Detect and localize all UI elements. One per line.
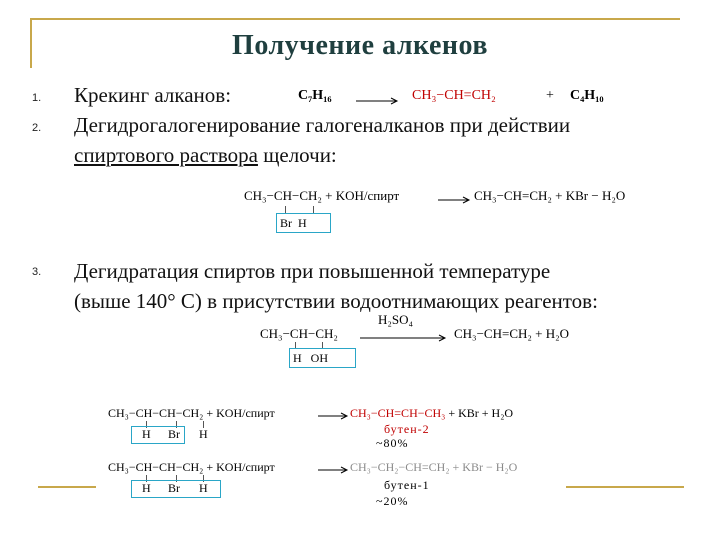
butene-rxn-2-product: CH₃−CH₂−CH=CH₂ + KBr − H₂O [350,460,518,474]
substituent-h-1: H [142,481,151,495]
cracking-product-2: C₄H₁₀ [570,88,604,103]
list-number-2: 2. [32,122,42,134]
substituent-box: Br H [276,213,331,233]
butene-rxn-2-reactant: CH₃−CH−CH−CH₂ + KOH/спирт [108,460,275,474]
frame-bottom-right-bar [566,486,684,488]
substituent-br: Br [168,481,180,495]
dehydrohalogenation-arrow [438,196,472,204]
butene-1-name: бутен-1 [384,478,430,492]
butene-2-formula: CH₃−CH=CH−CH₃ [350,406,446,420]
butene-2-yield: ~80% [376,436,409,450]
item-2-line-2 [74,140,337,170]
dehydration-product: CH₃−CH=CH₂ + H₂O [454,326,570,341]
dehydration-catalyst: H₂SO₄ [378,312,414,327]
item-3-line-2: (выше 140° С) в присутствии водоотнимающих реагентов: [74,289,598,313]
item-1-text: Крекинг алканов: [74,83,232,107]
substituent-box: H OH [289,348,356,368]
item-3-line-1: Дегидратация спиртов при повышенной температуре [74,259,551,283]
butene-rxn-1-product [350,406,513,421]
dehydration-arrow [360,334,450,342]
substituent-h-2: H [199,481,208,495]
substituent-br: Br [168,427,180,441]
butene-rxn-1-arrow [318,412,350,420]
page-title: Получение алкенов [232,30,488,61]
list-number-3: 3. [32,266,42,278]
substituent-h-1: H [142,427,151,441]
list-number-1: 1. [32,92,42,104]
dehydration-reactant: CH₃−CH−CH₂ [260,326,338,341]
butene-rxn-2-arrow [318,466,350,474]
item-2-underlined-phrase: спиртового раствора [74,143,258,167]
item-2-line-2-rest: щелочи: [257,143,337,167]
butene-1-yield: ~20% [376,494,409,508]
dehydrohalogenation-product: CH₃−CH=CH₂ + KBr − H₂O [474,188,626,203]
cracking-product: CH₃−CH=CH₂ [412,88,496,103]
substituent-h-2: H [199,427,208,441]
butene-rxn-1-reactant: CH₃−CH−CH−CH₂ + KOH/спирт [108,406,275,420]
cracking-arrow [356,97,402,105]
frame-top-bar [30,18,680,20]
butene-rxn-1-byproducts: + KBr + H₂O [445,406,514,420]
dehydrohalogenation-reactant: CH₃−CH−CH₂ + KOH/спирт [244,188,400,203]
butene-2-name: бутен-2 [384,422,430,436]
cracking-reactant: C₇H₁₆ [298,88,332,103]
frame-bottom-left-bar [38,486,96,488]
cracking-plus: + [546,88,554,103]
item-2-line-1: Дегидрогалогенирование галогеналканов при действии [74,113,571,137]
